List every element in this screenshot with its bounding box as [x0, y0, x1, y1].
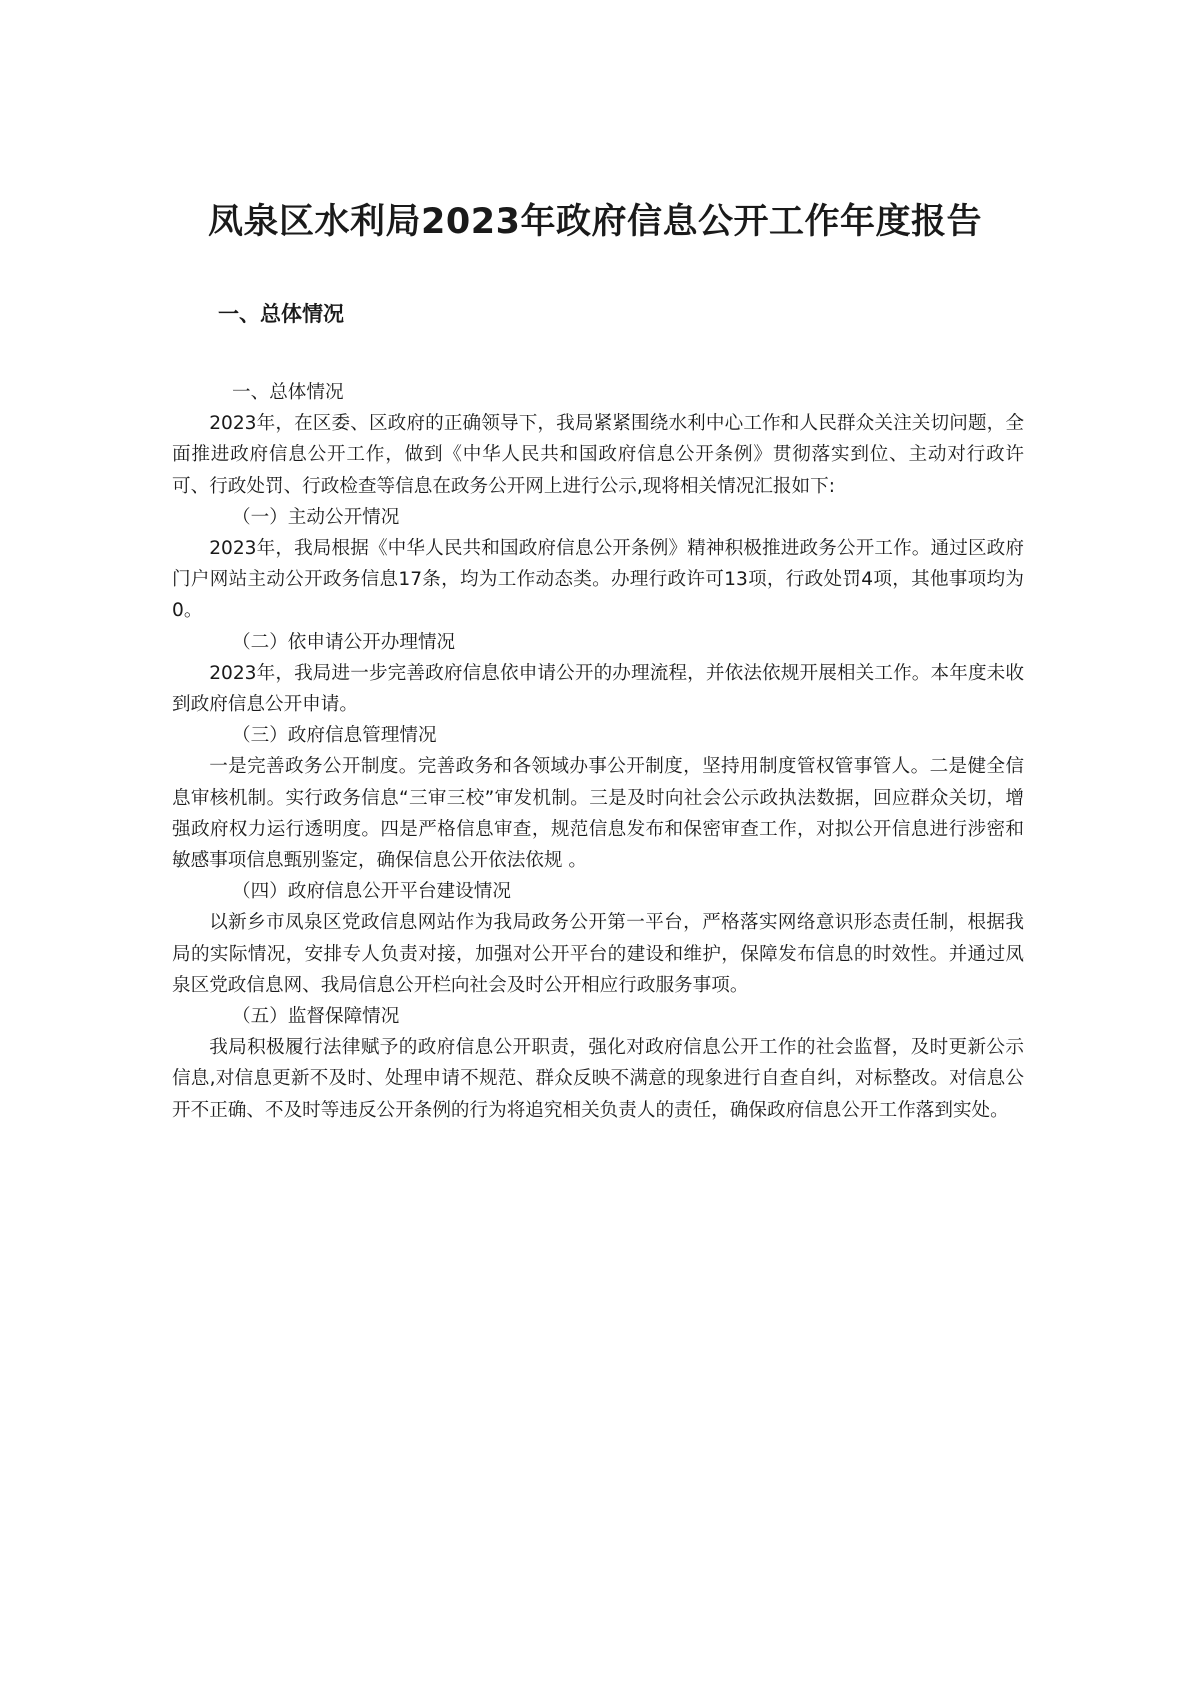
section-heading: 一、总体情况 — [218, 302, 344, 326]
document-title: 凤泉区水利局2023年政府信息公开工作年度报告 — [208, 202, 982, 242]
subheading-platform-building: （四）政府信息公开平台建设情况 — [232, 881, 511, 903]
subheading-info-management: （三）政府信息管理情况 — [232, 725, 437, 747]
paragraph-info-management: 一是完善政务公开制度。完善政务和各领域办事公开制度，坚持用制度管权管事管人。二是健全信息审核机制。实行政务信息“三审三校”审发机制。三是及时向社会公示政执法数据，回应群众关切，增强政府权力运行透明度。四是严格信息审查，规范信息发布和保密审查工作，对拟公开信息进行涉密和敏感事项信息甄别鉴定，确保信息公开依法依规 。 — [172, 756, 1024, 872]
paragraph-platform-building: 以新乡市凤泉区党政信息网站作为我局政务公开第一平台，严格落实网络意识形态责任制，根据我局的实际情况，安排专人负责对接，加强对公开平台的建设和维护，保障发布信息的时效性。并通过凤泉区党政信息网、我局信息公开栏向社会及时公开相应行政服务事项。 — [172, 912, 1024, 996]
subheading-supervision: （五）监督保障情况 — [232, 1006, 400, 1028]
subheading-overview: 一、总体情况 — [232, 382, 344, 403]
paragraph-active-disclosure: 2023年，我局根据《中华人民共和国政府信息公开条例》精神积极推进政务公开工作。通过区政府门户网站主动公开政务信息17条，均为工作动态类。办理行政许可13项，行政处罚4项，其他事项均为0。 — [172, 538, 1024, 622]
paragraph-supervision: 我局积极履行法律赋予的政府信息公开职责，强化对政府信息公开工作的社会监督，及时更新公示信息,对信息更新不及时、处理申请不规范、群众反映不满意的现象进行自查自纠，对标整改。对信息公开不正确、不及时等违反公开条例的行为将追究相关负责人的责任，确保政府信息公开工作落到实处。 — [172, 1037, 1024, 1121]
document-body — [172, 377, 1024, 1126]
paragraph-intro: 2023年，在区委、区政府的正确领导下，我局紧紧围绕水利中心工作和人民群众关注关切问题，全面推进政府信息公开工作，做到《中华人民共和国政府信息公开条例》贯彻落实到位、主动对行政许可、行政处罚、行政检查等信息在政务公开网上进行公示,现将相关情况汇报如下: — [172, 413, 1024, 497]
paragraph-application-disclosure: 2023年，我局进一步完善政府信息依申请公开的办理流程，并依法依规开展相关工作。本年度未收到政府信息公开申请。 — [172, 662, 1024, 716]
subheading-active-disclosure: （一）主动公开情况 — [232, 506, 400, 528]
subheading-application-disclosure: （二）依申请公开办理情况 — [232, 631, 456, 653]
